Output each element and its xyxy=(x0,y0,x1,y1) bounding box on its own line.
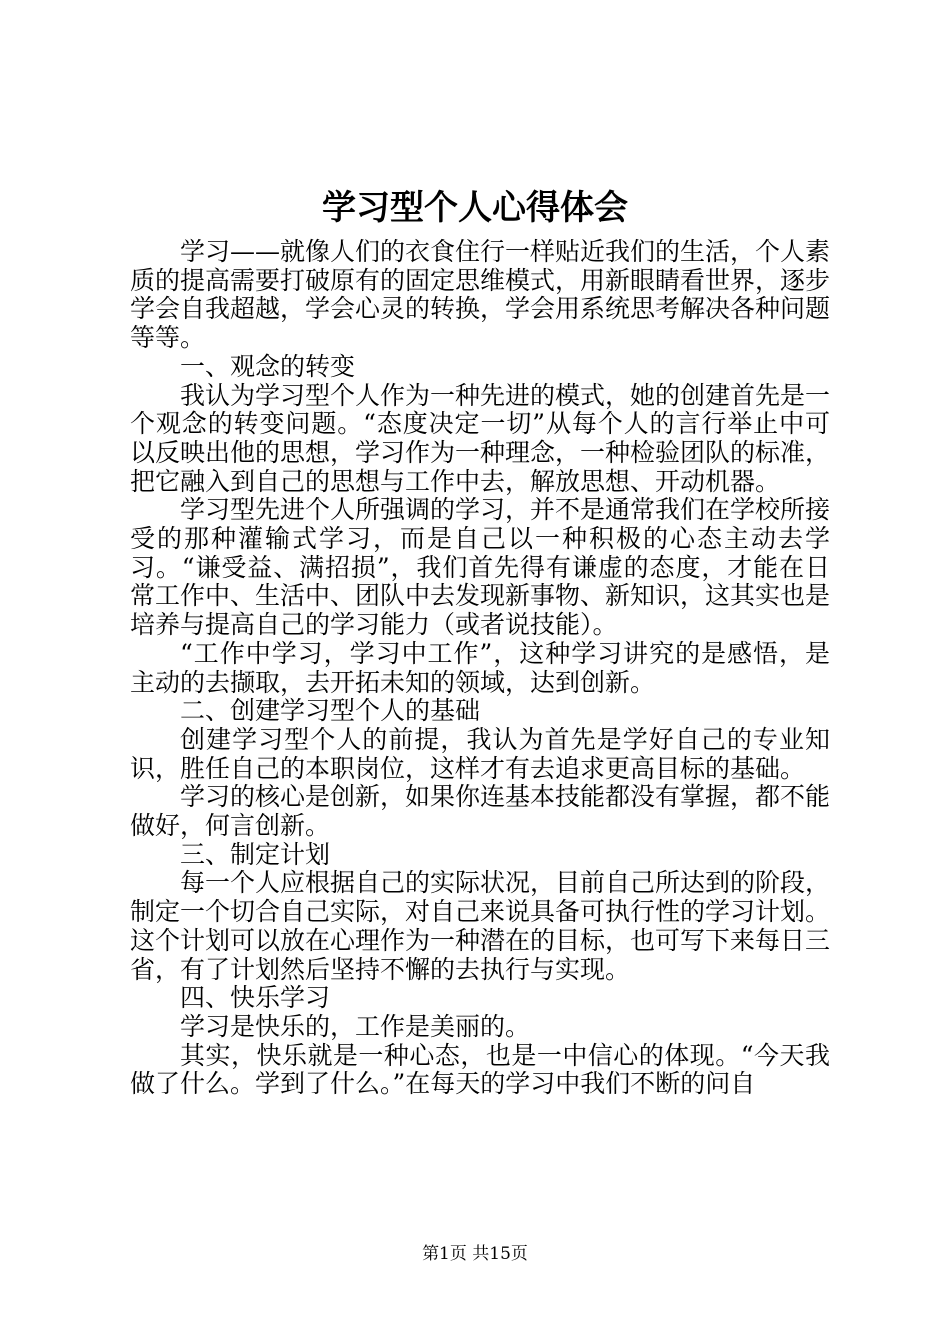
section-heading-1: 一、观念的转变 xyxy=(180,351,356,381)
paragraph: 每一个人应根据自己的实际状况，目前自己所达到的阶段，制定一个切合自己实际，对自己来说具备可执行性的学习计划。这个计划可以放在心理作为一种潜在的目标，也可写下来每日三省，有了计划然后坚持不懈的去执行与实现。 xyxy=(130,868,831,984)
paragraph: 学习的核心是创新，如果你连基本技能都没有掌握，都不能做好，何言创新。 xyxy=(130,782,831,841)
page-footer: 第1页 共15页 xyxy=(422,1244,528,1264)
section-heading-4: 四、快乐学习 xyxy=(180,983,331,1013)
paragraph: 其实，快乐就是一种心态，也是一中信心的体现。“今天我做了什么。学到了什么。”在每天的学习中我们不断的问自 xyxy=(130,1040,830,1099)
paragraph: 学习是快乐的，工作是美丽的。 xyxy=(180,1011,531,1041)
paragraph-intro: 学习——就像人们的衣食住行一样贴近我们的生活，个人素质的提高需要打破原有的固定思维模式，用新眼睛看世界，逐步学会自我超越，学会心灵的转换，学会用系统思考解决各种问题等等。 xyxy=(130,237,831,353)
paragraph: 学习型先进个人所强调的学习，并不是通常我们在学校所接受的那种灌输式学习，而是自己以一种积极的心态主动去学习。“谦受益、满招损”，我们首先得有谦虚的态度，才能在日常工作中、生活中、团队中去发现新事物、新知识，这其实也是培养与提高自己的学习能力（或者说技能）。 xyxy=(130,495,831,640)
section-heading-3: 三、制定计划 xyxy=(180,839,331,869)
document-title: 学习型个人心得体会 xyxy=(322,188,628,228)
paragraph: “工作中学习，学习中工作”，这种学习讲究的是感悟，是主动的去撷取，去开拓未知的领域，达到创新。 xyxy=(130,638,830,697)
paragraph: 我认为学习型个人作为一种先进的模式，她的创建首先是一个观念的转变问题。“态度决定一切”从每个人的言行举止中可以反映出他的思想，学习作为一种理念，一种检验团队的标准，把它融入到自己的思想与工作中去，解放思想、开动机器。 xyxy=(130,380,831,496)
section-heading-2: 二、创建学习型个人的基础 xyxy=(180,696,481,726)
paragraph: 创建学习型个人的前提，我认为首先是学好自己的专业知识，胜任自己的本职岗位，这样才有去追求更高目标的基础。 xyxy=(130,724,830,783)
document-body xyxy=(130,238,830,1099)
